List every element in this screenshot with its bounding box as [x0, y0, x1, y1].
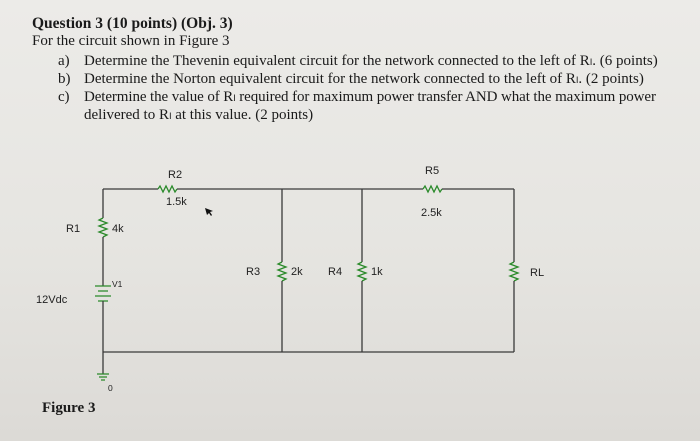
r2-resistor-symbol — [158, 186, 177, 192]
r1-name-label: R1 — [66, 223, 81, 235]
r4-resistor-symbol — [358, 262, 366, 281]
part-text: Determine the Norton equivalent circuit for the network connected to the left of Rₗ. (2 points) — [84, 71, 644, 87]
question-title: Question 3 (10 points) (Obj. 3) — [32, 15, 233, 32]
part-text: Determine the Thevenin equivalent circuit for the network connected to the left of Rₗ. (6 points) — [84, 53, 658, 69]
figure-caption: Figure 3 — [42, 400, 96, 416]
r2-value-label: 1.5k — [166, 196, 187, 208]
part-text: Determine the value of Rₗ required for maximum power transfer AND what the maximum power — [84, 89, 656, 105]
r4-name-label: R4 — [328, 266, 343, 278]
r5-name-label: R5 — [425, 165, 440, 177]
r3-value-label: 2k — [291, 266, 303, 278]
part-letter: a) — [58, 53, 70, 69]
r4-value-label: 1k — [371, 266, 383, 278]
question-part-c-continuation: delivered to Rₗ at this value. (2 points) — [84, 107, 314, 123]
v1-name-label: V1 — [112, 279, 123, 289]
question-intro: For the circuit shown in Figure 3 — [32, 33, 230, 49]
part-letter: c) — [58, 89, 70, 105]
r5-resistor-symbol — [423, 186, 442, 192]
r3-resistor-symbol — [278, 262, 286, 281]
rl-resistor-symbol — [510, 262, 518, 281]
mouse-cursor-icon — [205, 208, 213, 216]
v1-battery-symbol — [95, 286, 111, 301]
part-letter: b) — [58, 71, 71, 87]
r5-value-label: 2.5k — [421, 207, 442, 219]
r2-name-label: R2 — [168, 169, 183, 181]
ground-label: 0 — [108, 383, 113, 393]
rl-name-label: RL — [530, 267, 545, 279]
ground-symbol — [97, 374, 109, 380]
v1-value-label: 12Vdc — [36, 294, 68, 306]
r1-resistor-symbol — [99, 218, 107, 237]
r3-name-label: R3 — [246, 266, 261, 278]
r1-value-label: 4k — [112, 223, 124, 235]
